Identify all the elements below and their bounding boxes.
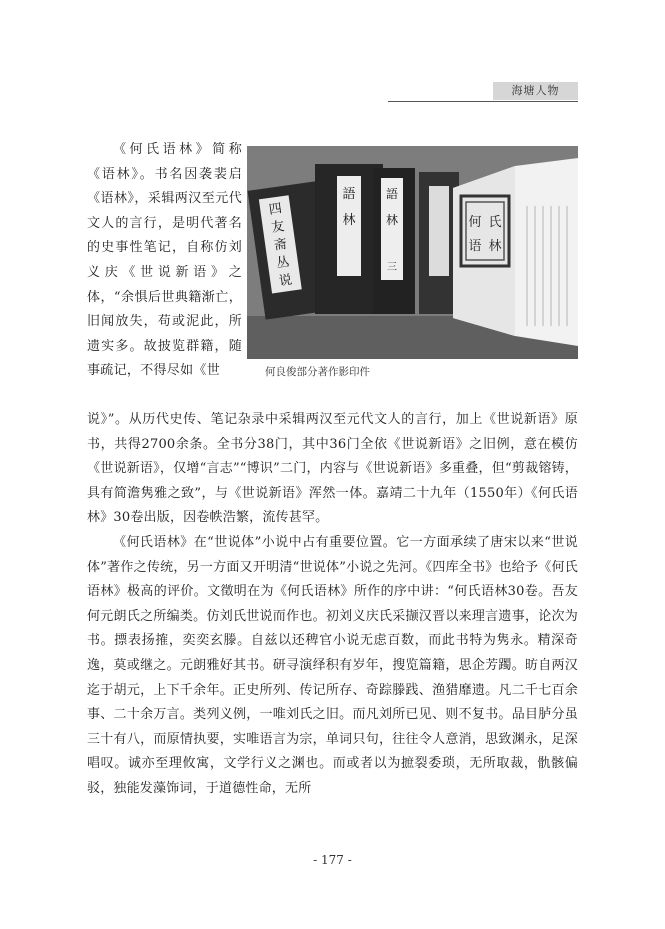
figure-caption: 何良俊部分著作影印件 xyxy=(265,366,370,378)
paragraph-2: 《何氏语林》在“世说体”小说中占有重要位置。它一方面承续了唐宋以来“世说体”著作之传统，另一方面又开明清“世说体”小说之先河。《四库全书》也给予《何氏语林》极高的评价。文徵明在为《何氏语林》所作的序中讲：“何氏语林30卷。吾友何元朗氏之所编类。仿刘氏世说而作也。初刘义庆氏采撷汉晋以来理言遗事，论次为书。摽表扬搉，奕奕玄滕。自兹以还稗官小说无虑百数，而此书特为隽永。精深奇逸，莫或继之。元朗雅好其书。研寻演绎积有岁年，搜览篇籍，思企芳躅。昉自两汉迄于胡元，上下千余年。正史所列、传记所存、奇踪滕践、渔猎靡遗。凡二千七百余事、二十余万言。类列义例，一唯刘氏之旧。而凡刘所已见、则不复书。品目胪分虽三十有八，而原情执要，实唯语言为宗，单词只句，往往令人意消，思致渊永，足深唱叹。诚亦至理攸寓，文学行义之渊也。而或者以为摭裂委琐，无所取裁，骩骸偏驳，独能发藻饰词，于道德性命，无所 xyxy=(87,534,578,796)
svg-text:四: 四 xyxy=(267,201,283,218)
svg-text:友: 友 xyxy=(270,219,286,236)
svg-text:語: 語 xyxy=(385,187,399,201)
svg-text:林: 林 xyxy=(342,213,356,228)
paragraph-1-narrow xyxy=(87,138,242,384)
body-text xyxy=(87,408,578,802)
svg-text:三: 三 xyxy=(387,262,397,273)
header-rule xyxy=(388,101,578,102)
book-photo xyxy=(247,146,578,359)
page-number: - 177 - xyxy=(313,853,352,867)
svg-text:氏: 氏 xyxy=(488,215,502,230)
svg-text:林: 林 xyxy=(385,213,399,227)
paragraph-1-start: 《何氏语林》简称《语林》。书名因袭裴启《语林》，采辑两汉至元代文人的言行，是明代著名的史事性笔记，自称仿刘义庆《世说新语》之体，“余惧后世典籍渐亡，旧闻放失，苟或泥此，所遗实多。故披览群籍，随事疏记，不得尽如《世 xyxy=(87,142,242,379)
svg-text:何: 何 xyxy=(468,215,482,230)
paragraph-1-end: 说》”。从历代史传、笔记杂录中采辑两汉至元代文人的言行，加上《世说新语》原书，共得2700余条。全书分38门，其中36门全依《世说新语》之旧例，意在模仿《世说新语》，仅增“言志”“博识”二门，内容与《世说新语》多重叠，但“剪裁镕铸，具有简澹隽雅之致”，与《世说新语》浑然一体。嘉靖二十九年（1550年）《何氏语林》30卷出版，因卷帙浩繁，流传甚罕。 xyxy=(87,412,578,526)
svg-text:丛: 丛 xyxy=(275,254,291,272)
svg-text:語: 語 xyxy=(342,187,356,202)
svg-text:语: 语 xyxy=(468,239,482,254)
svg-text:说: 说 xyxy=(277,272,293,290)
svg-text:斋: 斋 xyxy=(272,236,288,254)
section-label: 海塘人物 xyxy=(493,82,578,100)
svg-text:林: 林 xyxy=(488,239,502,254)
